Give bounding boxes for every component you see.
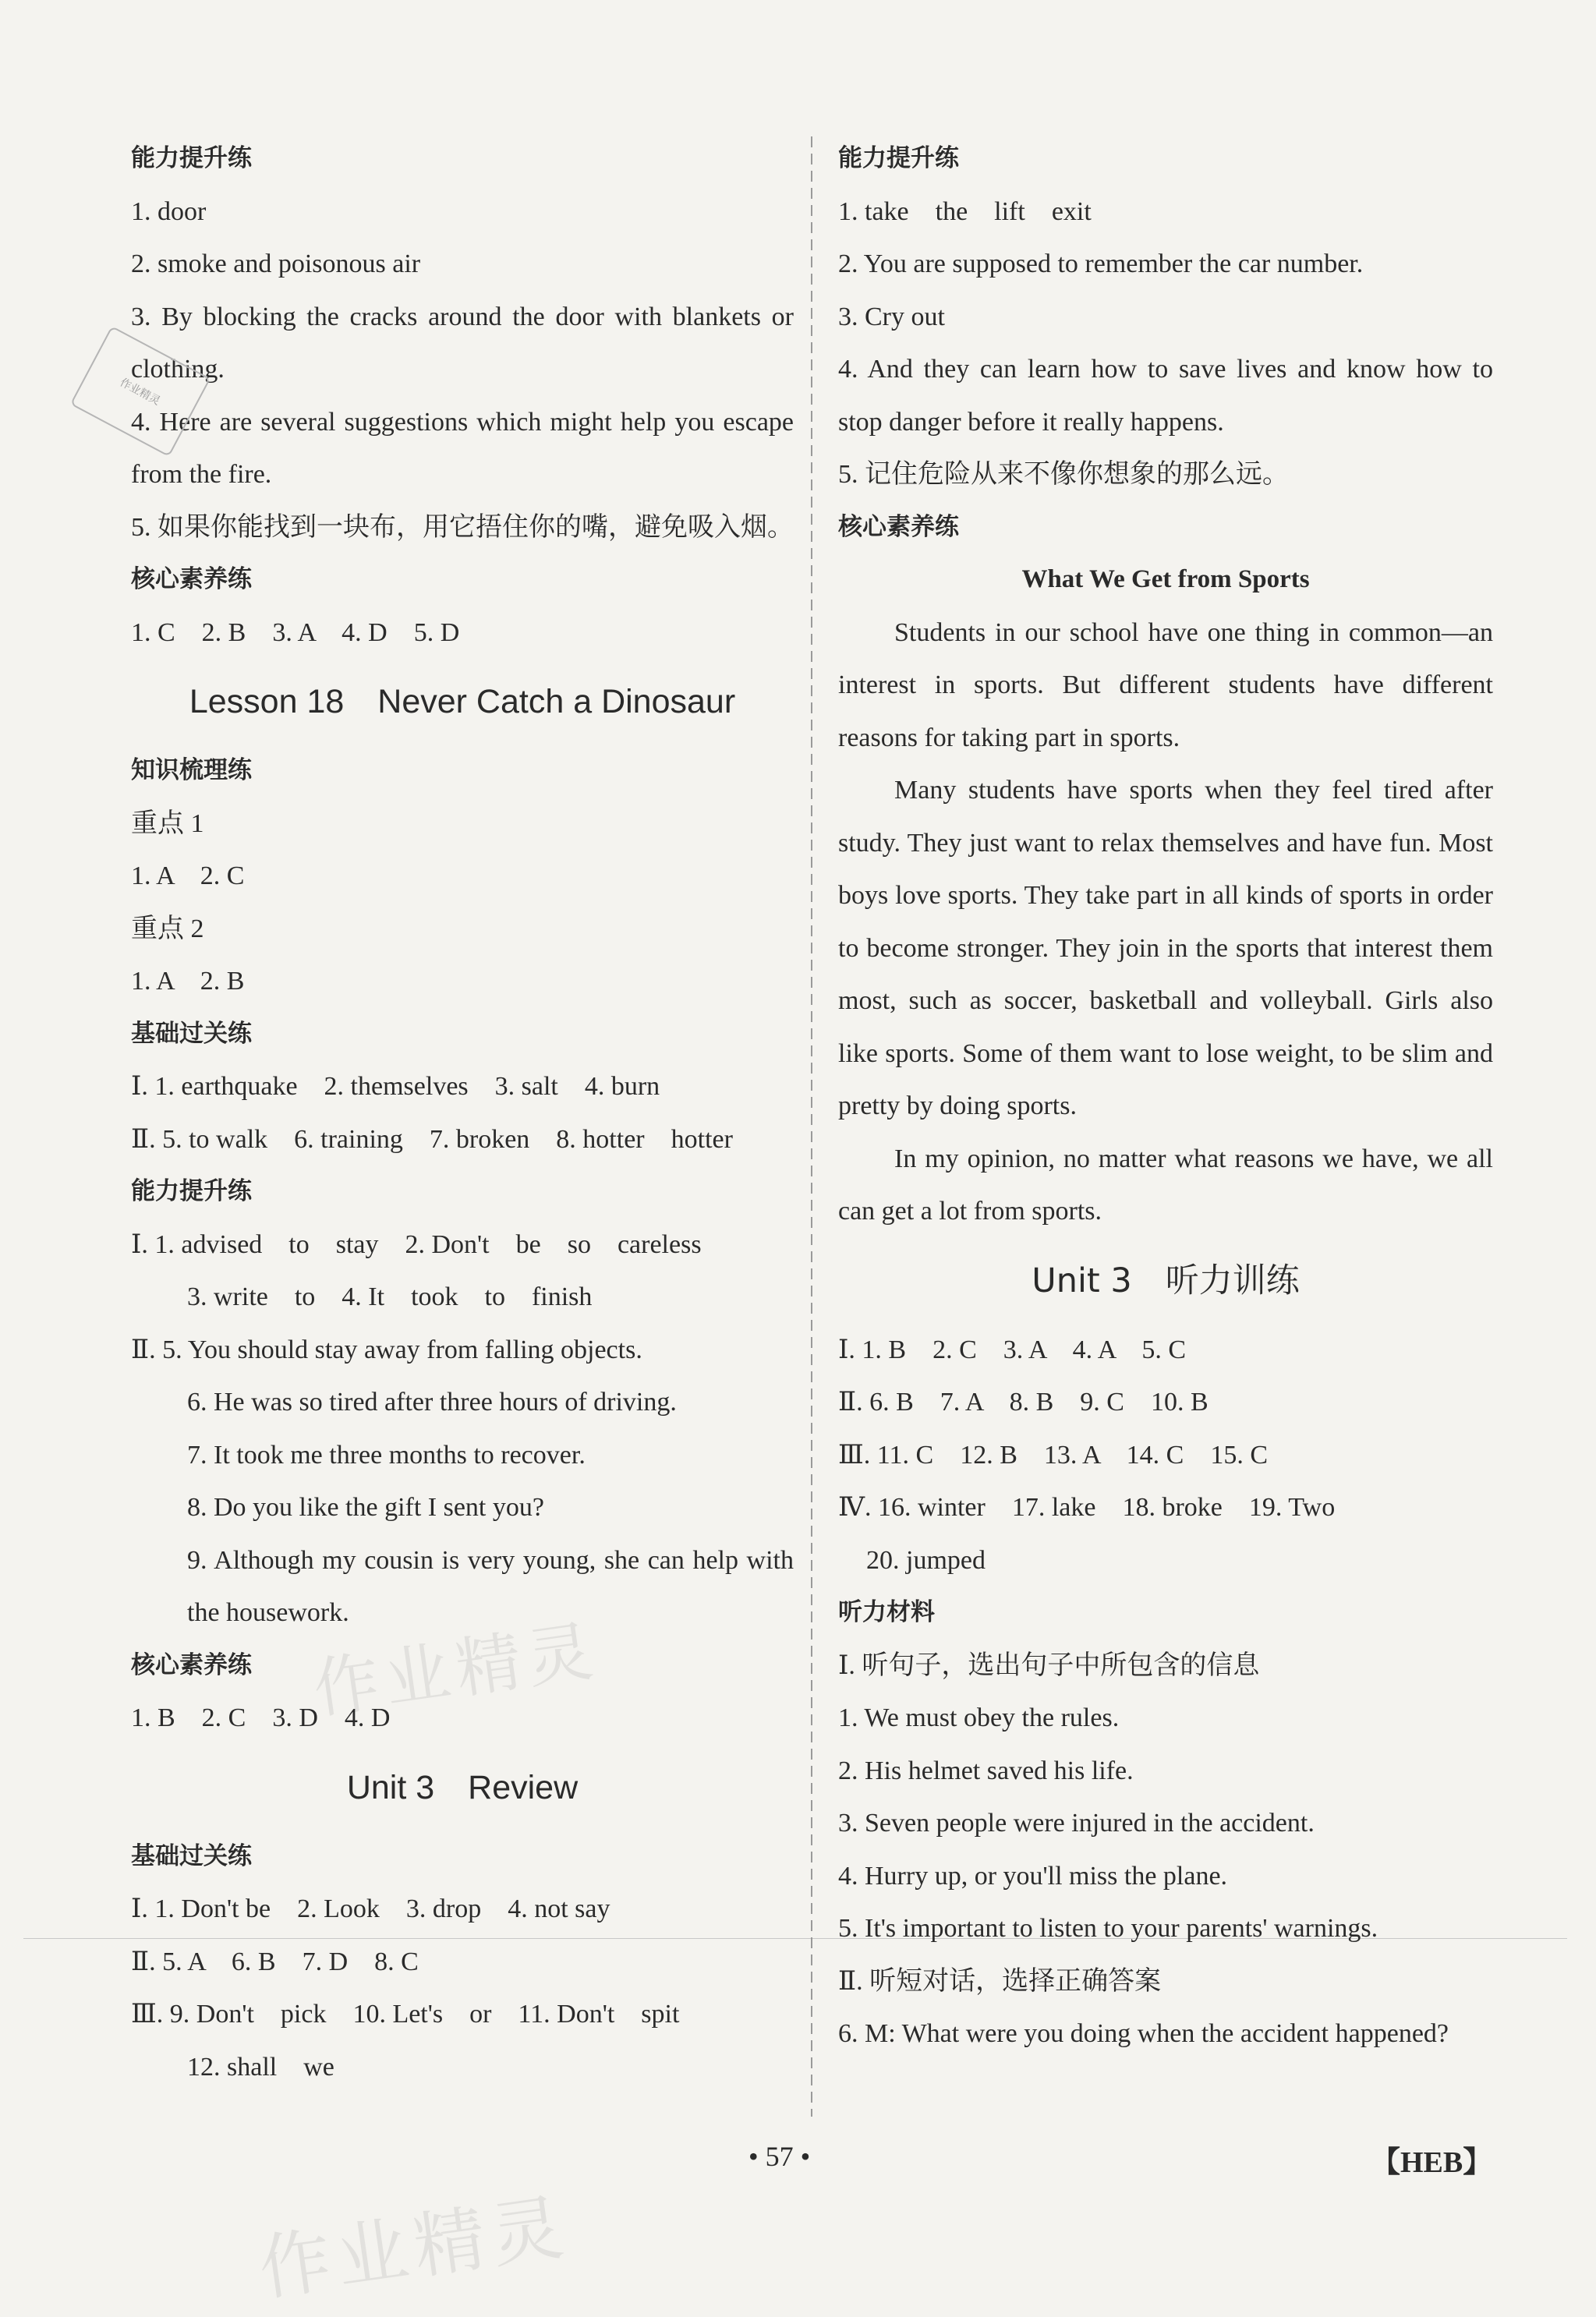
right-column bbox=[838, 133, 1493, 2061]
answer-line: Ⅰ. 1. earthquake 2. themselves 3. salt 4. burn bbox=[131, 1072, 660, 1101]
answer-line: Ⅰ. 1. advised to stay 2. Don't be so careless bbox=[131, 1229, 702, 1259]
answer-line: 1. A 2. C bbox=[131, 861, 245, 890]
lesson-title: Lesson 18 Never Catch a Dinosaur bbox=[189, 683, 736, 720]
stamp-mark: 作业精灵 bbox=[70, 326, 211, 457]
section-heading: 能力提升练 bbox=[838, 144, 959, 172]
answer-line: Ⅱ. 5. A 6. B 7. D 8. C bbox=[131, 1947, 419, 1976]
section-heading: 基础过关练 bbox=[131, 1019, 252, 1048]
answer-line: 7. It took me three months to recover. bbox=[187, 1440, 586, 1470]
answer-line: Ⅱ. 6. B 7. A 8. B 9. C 10. B bbox=[838, 1388, 1209, 1417]
listening-title: Unit 3 听力训练 bbox=[1032, 1261, 1300, 1300]
answer-line: 3. By blocking the cracks around the door with blankets or clothing. bbox=[131, 302, 794, 384]
answer-line: 4. And they can learn how to save lives and know how to stop danger before it really happens. bbox=[838, 355, 1493, 437]
column-divider bbox=[811, 136, 812, 2117]
section-heading: 核心素养练 bbox=[131, 1650, 252, 1679]
answer-line: 重点 2 bbox=[131, 914, 204, 943]
material-line: 4. Hurry up, or you'll miss the plane. bbox=[838, 1861, 1228, 1891]
answer-line: 3. write to 4. It took to finish bbox=[187, 1282, 593, 1311]
composition-paragraph: Students in our school have one thing in common—an interest in sports. But different students have different reasons for taking part in sports. bbox=[838, 617, 1493, 752]
page-number: • 57 • bbox=[748, 2141, 811, 2172]
composition-paragraph: In my opinion, no matter what reasons we have, we all can get a lot from sports. bbox=[838, 1144, 1493, 1226]
material-line: 2. His helmet saved his life. bbox=[838, 1756, 1134, 1785]
material-line: Ⅰ. 听句子，选出句子中所包含的信息 bbox=[838, 1650, 1260, 1680]
section-heading: 能力提升练 bbox=[131, 1177, 252, 1205]
watermark: 作业精灵 bbox=[253, 2184, 575, 2312]
answer-line: 1. B 2. C 3. D 4. D bbox=[131, 1703, 391, 1732]
answer-line: 12. shall we bbox=[187, 2052, 334, 2082]
answer-line: 重点 1 bbox=[131, 808, 204, 838]
answer-line: 8. Do you like the gift I sent you? bbox=[187, 1493, 544, 1522]
material-line: 1. We must obey the rules. bbox=[838, 1703, 1120, 1732]
left-column bbox=[131, 133, 794, 2093]
section-heading: 听力材料 bbox=[838, 1598, 935, 1626]
section-heading: 核心素养练 bbox=[838, 512, 959, 541]
answer-line: Ⅰ. 1. Don't be 2. Look 3. drop 4. not say bbox=[131, 1894, 610, 1923]
answer-line: 1. C 2. B 3. A 4. D 5. D bbox=[131, 617, 460, 647]
answer-line: 5. 如果你能找到一块布，用它捂住你的嘴，避免吸入烟。 bbox=[131, 512, 794, 542]
answer-line: 4. Here are several suggestions which might help you escape from the fire. bbox=[131, 407, 794, 489]
answer-line: 20. jumped bbox=[866, 1545, 986, 1575]
section-heading: 核心素养练 bbox=[131, 565, 252, 593]
answer-line: 9. Although my cousin is very young, she can help with the housework. bbox=[187, 1545, 794, 1627]
edition-tag: 【HEB】 bbox=[1371, 2146, 1493, 2179]
answer-line: 1. A 2. B bbox=[131, 967, 245, 996]
answer-line: Ⅲ. 11. C 12. B 13. A 14. C 15. C bbox=[838, 1440, 1269, 1470]
section-heading: 知识梳理练 bbox=[131, 756, 252, 784]
material-line: 3. Seven people were injured in the accident. bbox=[838, 1809, 1315, 1838]
answer-line: Ⅱ. 5. to walk 6. training 7. broken 8. hotter hotter bbox=[131, 1124, 733, 1154]
answer-line: 6. He was so tired after three hours of driving. bbox=[187, 1388, 677, 1417]
answer-line: 1. door bbox=[131, 196, 207, 226]
composition-paragraph: Many students have sports when they feel tired after study. They just want to relax themselves and have fun. Most boys love sports. They take part in all kinds of sports in order to become stronger. They join in the sports that interest them most, such as soccer, basketball and volleyball. Girls also like sports. Some of them want to lose weight, to be slim and pretty by doing sports. bbox=[838, 776, 1493, 1120]
answer-line: 1. take the lift exit bbox=[838, 196, 1092, 226]
answer-line: 2. You are supposed to remember the car number. bbox=[838, 249, 1364, 278]
answer-line: 2. smoke and poisonous air bbox=[131, 249, 421, 278]
section-heading: 基础过关练 bbox=[131, 1841, 252, 1870]
watermark: 作业精灵 bbox=[308, 1611, 603, 1728]
material-line: Ⅱ. 听短对话，选择正确答案 bbox=[838, 1966, 1162, 1996]
material-line: 6. M: What were you doing when the accident happened? bbox=[838, 2019, 1449, 2048]
answer-line: 3. Cry out bbox=[838, 302, 945, 331]
composition-title: What We Get from Sports bbox=[1021, 565, 1310, 593]
answer-line: Ⅳ. 16. winter 17. lake 18. broke 19. Two bbox=[838, 1493, 1336, 1522]
material-line: 5. It's important to listen to your parents' warnings. bbox=[838, 1914, 1378, 1943]
answer-line: Ⅰ. 1. B 2. C 3. A 4. A 5. C bbox=[838, 1335, 1187, 1364]
answer-line: 5. 记住危险从来不像你想象的那么远。 bbox=[838, 460, 1289, 489]
section-heading: 能力提升练 bbox=[131, 144, 252, 172]
answer-line: Ⅱ. 5. You should stay away from falling objects. bbox=[131, 1335, 642, 1364]
review-title: Unit 3 Review bbox=[346, 1768, 579, 1806]
answer-line: Ⅲ. 9. Don't pick 10. Let's or 11. Don't spit bbox=[131, 2000, 680, 2029]
